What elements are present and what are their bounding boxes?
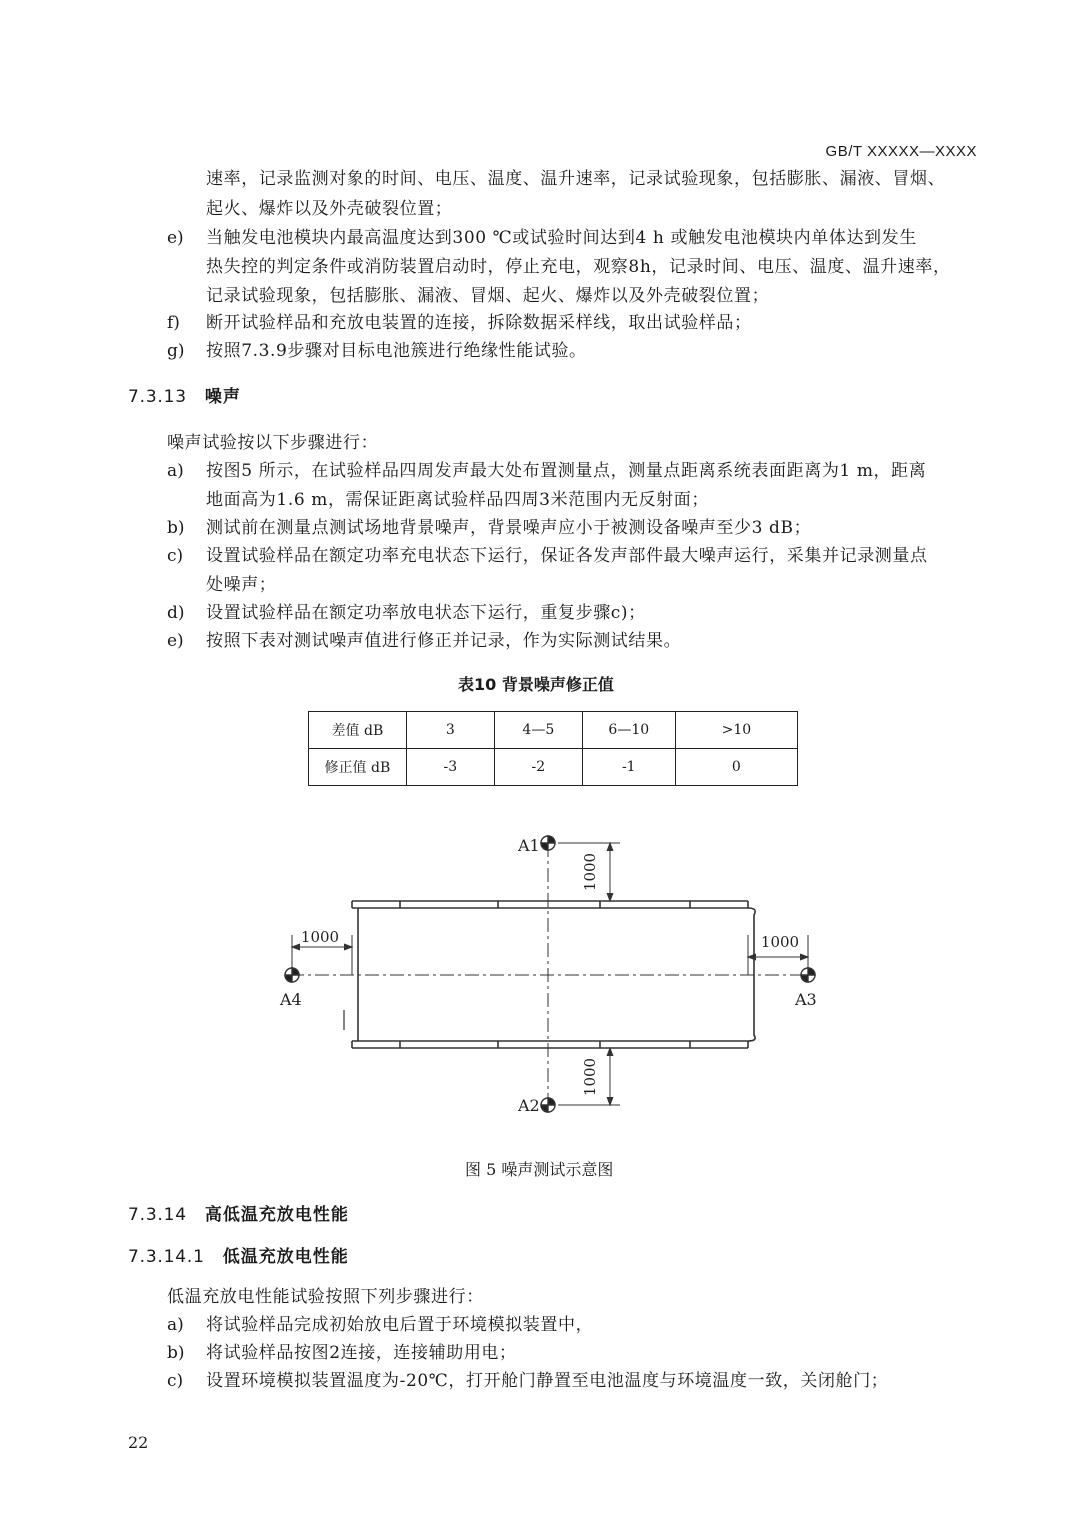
table-cell: 4—5 <box>494 712 582 749</box>
document-code: GB/T XXXXX—XXXX <box>825 143 977 160</box>
measurement-point-a1 <box>541 836 555 850</box>
table-cell: >10 <box>675 712 797 749</box>
intro-text: 低温充放电性能试验按照下列步骤进行： <box>167 1287 484 1307</box>
measurement-point-a4 <box>285 968 299 982</box>
section-heading-7-3-14 <box>128 1200 349 1225</box>
step-text: 记录试验现象，包括膨胀、漏液、冒烟、起火、爆炸以及外壳破裂位置； <box>206 286 770 306</box>
step-marker: a) <box>167 461 184 481</box>
step-text: 设置环境模拟装置温度为-20℃，打开舱门静置至电池温度与环境温度一致，关闭舱门； <box>206 1371 889 1391</box>
section-number: 7.3.14 <box>128 1205 187 1225</box>
step-marker: g) <box>167 341 185 361</box>
step-marker: c) <box>167 1371 184 1391</box>
table-cell: -2 <box>494 749 582 786</box>
step-marker: e) <box>167 631 184 651</box>
step-text: 将试验样品完成初始放电后置于环境模拟装置中， <box>206 1315 594 1335</box>
step-marker: c) <box>167 546 184 566</box>
label-a4: A4 <box>280 990 302 1009</box>
step-marker: a) <box>167 1315 184 1335</box>
section-title: 低温充放电性能 <box>222 1247 349 1267</box>
step-marker: b) <box>167 518 185 538</box>
section-heading-7-3-13 <box>128 382 241 407</box>
dimension-label-right: 1000 <box>760 933 800 951</box>
label-a3: A3 <box>795 990 817 1009</box>
label-a2: A2 <box>518 1096 540 1115</box>
step-text: 将试验样品按图2连接，连接辅助用电； <box>206 1343 517 1363</box>
step-text: 设置试验样品在额定功率放电状态下运行，重复步骤c)； <box>206 603 646 623</box>
table-cell: -3 <box>406 749 494 786</box>
dimension-label-left: 1000 <box>300 928 340 946</box>
correction-table <box>308 711 798 786</box>
step-text: 地面高为1.6 m，需保证距离试验样品四周3米范围内无反射面； <box>206 490 709 510</box>
dimension-label-top: 1000 <box>581 852 599 892</box>
step-text: 处噪声； <box>206 575 277 595</box>
table-caption: 表10 背景噪声修正值 <box>458 675 614 694</box>
measurement-point-a2 <box>541 1098 555 1112</box>
table-cell: 差值 dB <box>309 712 407 749</box>
step-marker: f) <box>167 313 180 333</box>
label-a1: A1 <box>518 836 540 855</box>
step-marker: e) <box>167 228 184 248</box>
step-text: 设置试验样品在额定功率充电状态下运行，保证各发声部件最大噪声运行，采集并记录测量点 <box>206 546 928 566</box>
center-lines <box>290 843 810 1107</box>
step-text: 断开试验样品和充放电装置的连接，拆除数据采样线，取出试验样品； <box>206 313 752 333</box>
table-cell: 0 <box>675 749 797 786</box>
step-marker: d) <box>167 603 185 623</box>
paragraph-line: 起火、爆炸以及外壳破裂位置； <box>206 199 453 219</box>
measurement-point-a3 <box>801 968 815 982</box>
intro-text: 噪声试验按以下步骤进行： <box>167 433 379 453</box>
table-cell: -1 <box>582 749 675 786</box>
table-row <box>309 749 798 786</box>
step-marker: b) <box>167 1343 185 1363</box>
section-number: 7.3.13 <box>128 387 187 407</box>
table-row <box>309 712 798 749</box>
section-number: 7.3.14.1 <box>128 1247 205 1267</box>
table-cell: 6—10 <box>582 712 675 749</box>
table-cell: 3 <box>406 712 494 749</box>
noise-test-diagram <box>270 825 830 1125</box>
section-heading-7-3-14-1 <box>128 1242 349 1267</box>
step-text: 热失控的判定条件或消防装置启动时，停止充电，观察8h，记录时间、电压、温度、温升速率， <box>206 257 951 277</box>
dimension-label-bottom: 1000 <box>581 1057 599 1097</box>
section-title: 高低温充放电性能 <box>204 1205 349 1225</box>
step-text: 按图5 所示，在试验样品四周发声最大处布置测量点，测量点距离系统表面距离为1 m，距离 <box>206 461 927 481</box>
figure-caption: 图 5 噪声测试示意图 <box>465 1160 614 1179</box>
table-cell: 修正值 dB <box>309 749 407 786</box>
paragraph-line: 速率，记录监测对象的时间、电压、温度、温升速率，记录试验现象，包括膨胀、漏液、冒烟、 <box>206 169 946 189</box>
step-text: 按照下表对测试噪声值进行修正并记录，作为实际测试结果。 <box>206 631 682 651</box>
step-text: 按照7.3.9步骤对目标电池簇进行绝缘性能试验。 <box>206 341 587 361</box>
step-text: 当触发电池模块内最高温度达到300 ℃或试验时间达到4 h 或触发电池模块内单体达到发生 <box>206 228 917 248</box>
page-number: 22 <box>128 1433 149 1452</box>
section-title: 噪声 <box>204 387 241 407</box>
step-text: 测试前在测量点测试场地背景噪声，背景噪声应小于被测设备噪声至少3 dB； <box>206 518 812 538</box>
